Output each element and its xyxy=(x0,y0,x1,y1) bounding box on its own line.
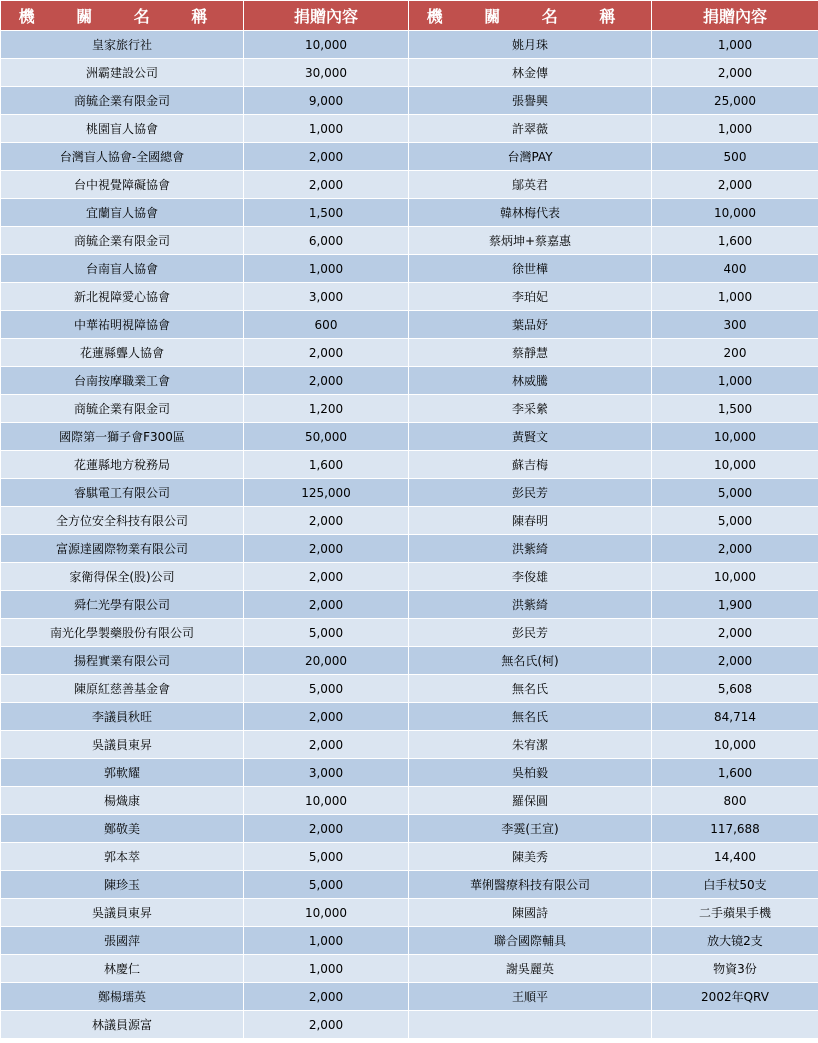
donor-name-right: 林威騰 xyxy=(409,367,652,395)
donation-amount-right: 25,000 xyxy=(652,87,818,115)
donation-amount-left: 5,000 xyxy=(244,619,409,647)
donation-amount-right: 1,900 xyxy=(652,591,818,619)
table-row xyxy=(1,675,818,703)
donor-name-right: 無名氏(柯) xyxy=(409,647,652,675)
donor-name-left: 台中視覺障礙協會 xyxy=(1,171,244,199)
donation-amount-right: 10,000 xyxy=(652,451,818,479)
donation-amount-left: 10,000 xyxy=(244,787,409,815)
table-row xyxy=(1,1011,818,1039)
donor-name-right: 朱宥潔 xyxy=(409,731,652,759)
table-row xyxy=(1,731,818,759)
donor-name-right: 吳柏毅 xyxy=(409,759,652,787)
header-amount-left: 捐贈內容 xyxy=(244,1,409,31)
donation-amount-left: 1,000 xyxy=(244,255,409,283)
donor-name-left: 新北視障愛心協會 xyxy=(1,283,244,311)
donation-amount-right: 10,000 xyxy=(652,563,818,591)
table-row xyxy=(1,591,818,619)
donation-amount-left: 10,000 xyxy=(244,31,409,59)
donor-name-left: 桃園盲人協會 xyxy=(1,115,244,143)
donor-name-left: 台灣盲人協會-全國總會 xyxy=(1,143,244,171)
donor-name-right: 張譽興 xyxy=(409,87,652,115)
donation-amount-left: 2,000 xyxy=(244,171,409,199)
table-row xyxy=(1,143,818,171)
donation-amount-right: 1,000 xyxy=(652,31,818,59)
donor-name-left: 皇家旅行社 xyxy=(1,31,244,59)
donation-amount-right: 2,000 xyxy=(652,171,818,199)
table-row xyxy=(1,619,818,647)
table-row xyxy=(1,479,818,507)
donor-name-left: 富源達國際物業有限公司 xyxy=(1,535,244,563)
table-row xyxy=(1,311,818,339)
donation-amount-right: 5,608 xyxy=(652,675,818,703)
donation-amount-right: 400 xyxy=(652,255,818,283)
donor-name-left: 楊熾康 xyxy=(1,787,244,815)
donor-name-right: 華俐醫療科技有限公司 xyxy=(409,871,652,899)
donor-name-right: 蔡靜慧 xyxy=(409,339,652,367)
donor-name-right: 葉品妤 xyxy=(409,311,652,339)
table-row xyxy=(1,423,818,451)
table-row xyxy=(1,871,818,899)
donation-amount-left: 600 xyxy=(244,311,409,339)
donor-name-right: 洪紫綺 xyxy=(409,535,652,563)
donor-name-right: 王順平 xyxy=(409,983,652,1011)
table-row xyxy=(1,535,818,563)
table-row xyxy=(1,703,818,731)
donation-amount-left: 2,000 xyxy=(244,507,409,535)
donor-name-left: 鄭敬美 xyxy=(1,815,244,843)
donor-name-right: 陳春明 xyxy=(409,507,652,535)
donor-name-right: 蔡炳坤+蔡嘉惠 xyxy=(409,227,652,255)
donation-amount-left: 30,000 xyxy=(244,59,409,87)
donation-amount-right: 1,000 xyxy=(652,283,818,311)
donor-name-left: 花蓮縣地方稅務局 xyxy=(1,451,244,479)
donor-name-left: 陳原紅慈善基金會 xyxy=(1,675,244,703)
donation-amount-left: 5,000 xyxy=(244,675,409,703)
donor-name-right: 姚月珠 xyxy=(409,31,652,59)
donor-name-right: 洪紫綺 xyxy=(409,591,652,619)
donor-name-right xyxy=(409,1011,652,1039)
table-row xyxy=(1,227,818,255)
table-row xyxy=(1,787,818,815)
donor-name-right: 李珀妃 xyxy=(409,283,652,311)
table-row xyxy=(1,983,818,1011)
donor-name-right: 徐世樺 xyxy=(409,255,652,283)
donor-name-right: 李采縈 xyxy=(409,395,652,423)
table-row xyxy=(1,171,818,199)
donor-name-left: 台南盲人協會 xyxy=(1,255,244,283)
donation-amount-left: 5,000 xyxy=(244,843,409,871)
donation-amount-left: 3,000 xyxy=(244,283,409,311)
donation-amount-right: 10,000 xyxy=(652,731,818,759)
donor-name-left: 全方位安全科技有限公司 xyxy=(1,507,244,535)
donation-amount-right: 放大镜2支 xyxy=(652,927,818,955)
donor-name-right: 蘇吉梅 xyxy=(409,451,652,479)
donor-name-right: 謝吳麗英 xyxy=(409,955,652,983)
header-row xyxy=(1,1,818,31)
donation-amount-left: 1,000 xyxy=(244,115,409,143)
table-row xyxy=(1,955,818,983)
donor-name-left: 鄭楊瓀英 xyxy=(1,983,244,1011)
donor-name-left: 陳珍玉 xyxy=(1,871,244,899)
donation-amount-right: 1,000 xyxy=(652,367,818,395)
donor-name-right: 林金傳 xyxy=(409,59,652,87)
donor-name-right: 無名氏 xyxy=(409,703,652,731)
donor-name-left: 商毓企業有限金司 xyxy=(1,227,244,255)
donor-name-left: 中華祐明視障協會 xyxy=(1,311,244,339)
donation-amount-right: 14,400 xyxy=(652,843,818,871)
donation-amount-right: 2,000 xyxy=(652,619,818,647)
donor-name-left: 吳議員東昇 xyxy=(1,731,244,759)
donor-name-left: 國際第一獅子會F300區 xyxy=(1,423,244,451)
donation-amount-right: 84,714 xyxy=(652,703,818,731)
donor-name-left: 商毓企業有限金司 xyxy=(1,395,244,423)
donation-amount-right: 1,600 xyxy=(652,227,818,255)
donation-amount-right: 1,600 xyxy=(652,759,818,787)
donation-amount-left: 2,000 xyxy=(244,535,409,563)
donation-amount-right: 5,000 xyxy=(652,507,818,535)
donor-name-left: 林慶仁 xyxy=(1,955,244,983)
donor-name-left: 花蓮縣聾人協會 xyxy=(1,339,244,367)
donor-name-left: 商毓企業有限金司 xyxy=(1,87,244,115)
donation-amount-left: 1,600 xyxy=(244,451,409,479)
donation-amount-right: 10,000 xyxy=(652,423,818,451)
donor-name-left: 家衛得保全(股)公司 xyxy=(1,563,244,591)
table-row xyxy=(1,759,818,787)
header-name-left: 機 關 名 稱 xyxy=(1,1,244,31)
donation-amount-right: 5,000 xyxy=(652,479,818,507)
donor-name-left: 台南按摩職業工會 xyxy=(1,367,244,395)
donation-amount-right: 2002年QRV xyxy=(652,983,818,1011)
donation-amount-left: 5,000 xyxy=(244,871,409,899)
donor-name-left: 張國萍 xyxy=(1,927,244,955)
table-row xyxy=(1,31,818,59)
donor-name-left: 郭本萃 xyxy=(1,843,244,871)
table-body xyxy=(1,31,818,1039)
table-row xyxy=(1,927,818,955)
donor-name-right: 彭民芳 xyxy=(409,479,652,507)
donation-amount-left: 2,000 xyxy=(244,703,409,731)
table-row xyxy=(1,647,818,675)
donation-amount-left: 20,000 xyxy=(244,647,409,675)
donor-name-right: 韓林梅代表 xyxy=(409,199,652,227)
donor-name-left: 南光化學製藥股份有限公司 xyxy=(1,619,244,647)
donation-amount-right: 物資3份 xyxy=(652,955,818,983)
donation-amount-left: 1,000 xyxy=(244,955,409,983)
donor-name-right: 台灣PAY xyxy=(409,143,652,171)
donation-amount-left: 2,000 xyxy=(244,339,409,367)
table-row xyxy=(1,87,818,115)
donor-name-right: 羅保圓 xyxy=(409,787,652,815)
donation-amount-right xyxy=(652,1011,818,1039)
donation-amount-left: 2,000 xyxy=(244,815,409,843)
donation-amount-right: 300 xyxy=(652,311,818,339)
donation-amount-left: 2,000 xyxy=(244,983,409,1011)
table-row xyxy=(1,283,818,311)
donor-name-left: 李議員秋旺 xyxy=(1,703,244,731)
donation-amount-right: 二手蘋果手機 xyxy=(652,899,818,927)
table-row xyxy=(1,395,818,423)
donor-name-right: 陳美秀 xyxy=(409,843,652,871)
donor-name-right: 聯合國際輔具 xyxy=(409,927,652,955)
donation-amount-right: 1,000 xyxy=(652,115,818,143)
donation-amount-left: 2,000 xyxy=(244,143,409,171)
donor-name-left: 宜蘭盲人協會 xyxy=(1,199,244,227)
donation-amount-right: 2,000 xyxy=(652,59,818,87)
donor-name-left: 洲霸建設公司 xyxy=(1,59,244,87)
donor-name-left: 郭軟耀 xyxy=(1,759,244,787)
donation-amount-left: 2,000 xyxy=(244,591,409,619)
donor-name-right: 許翠薇 xyxy=(409,115,652,143)
donation-amount-left: 125,000 xyxy=(244,479,409,507)
donor-name-right: 彭民芳 xyxy=(409,619,652,647)
donation-amount-right: 10,000 xyxy=(652,199,818,227)
donor-name-right: 陳國詩 xyxy=(409,899,652,927)
donor-name-right: 李俊雄 xyxy=(409,563,652,591)
table-row xyxy=(1,563,818,591)
table-row xyxy=(1,899,818,927)
donation-amount-left: 1,000 xyxy=(244,927,409,955)
donor-name-left: 舜仁光學有限公司 xyxy=(1,591,244,619)
header-name-right: 機 關 名 稱 xyxy=(409,1,652,31)
donation-amount-left: 1,500 xyxy=(244,199,409,227)
donor-name-right: 無名氏 xyxy=(409,675,652,703)
table-row xyxy=(1,115,818,143)
table-row xyxy=(1,815,818,843)
donation-amount-right: 500 xyxy=(652,143,818,171)
donor-name-right: 鄔英君 xyxy=(409,171,652,199)
donation-amount-right: 2,000 xyxy=(652,647,818,675)
donor-name-left: 林議員源富 xyxy=(1,1011,244,1039)
donation-amount-right: 1,500 xyxy=(652,395,818,423)
table-row xyxy=(1,451,818,479)
donation-amount-left: 2,000 xyxy=(244,367,409,395)
table-row xyxy=(1,843,818,871)
donation-amount-left: 3,000 xyxy=(244,759,409,787)
header-amount-right: 捐贈內容 xyxy=(652,1,818,31)
donor-name-left: 睿騏電工有限公司 xyxy=(1,479,244,507)
donation-amount-left: 2,000 xyxy=(244,1011,409,1039)
donation-amount-left: 50,000 xyxy=(244,423,409,451)
donor-name-right: 黃賢文 xyxy=(409,423,652,451)
table-row xyxy=(1,199,818,227)
donation-amount-right: 117,688 xyxy=(652,815,818,843)
table-row xyxy=(1,507,818,535)
donation-amount-right: 白手杖50支 xyxy=(652,871,818,899)
table-row xyxy=(1,59,818,87)
donor-name-right: 李霙(王宣) xyxy=(409,815,652,843)
table-row xyxy=(1,255,818,283)
donation-amount-left: 9,000 xyxy=(244,87,409,115)
donation-amount-right: 2,000 xyxy=(652,535,818,563)
donation-amount-right: 200 xyxy=(652,339,818,367)
donation-amount-left: 2,000 xyxy=(244,731,409,759)
donor-name-left: 吳議員東昇 xyxy=(1,899,244,927)
donation-amount-left: 1,200 xyxy=(244,395,409,423)
donation-amount-left: 2,000 xyxy=(244,563,409,591)
donation-amount-left: 10,000 xyxy=(244,899,409,927)
table-row xyxy=(1,339,818,367)
donation-amount-right: 800 xyxy=(652,787,818,815)
table-row xyxy=(1,367,818,395)
donor-name-left: 揚程實業有限公司 xyxy=(1,647,244,675)
donation-amount-left: 6,000 xyxy=(244,227,409,255)
